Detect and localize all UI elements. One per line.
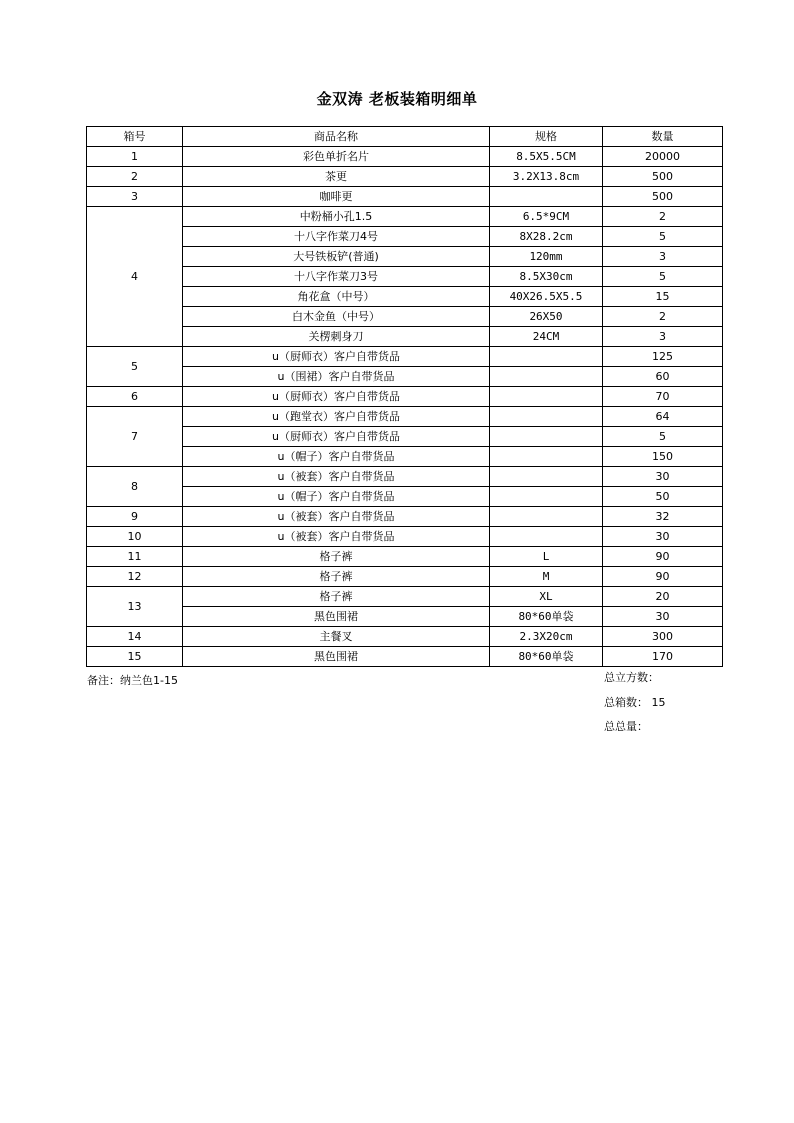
- table-row: [87, 467, 723, 487]
- item-name-cell: 咖啡更: [183, 187, 490, 207]
- table-body: [87, 147, 723, 667]
- table-row: [87, 327, 723, 347]
- table-row: [87, 627, 723, 647]
- table-row: [87, 307, 723, 327]
- item-qty-cell: 5: [603, 427, 723, 447]
- item-spec-cell: 8X28.2cm: [490, 227, 603, 247]
- item-name-cell: 角花盒（中号）: [183, 287, 490, 307]
- item-spec-cell: 80*60单袋: [490, 607, 603, 627]
- item-qty-cell: 300: [603, 627, 723, 647]
- table-row: [87, 207, 723, 227]
- item-qty-cell: 3: [603, 327, 723, 347]
- item-qty-cell: 20: [603, 587, 723, 607]
- item-spec-cell: 24CM: [490, 327, 603, 347]
- item-name-cell: u（被套）客户自带货品: [183, 527, 490, 547]
- item-qty-cell: 20000: [603, 147, 723, 167]
- item-qty-cell: 500: [603, 187, 723, 207]
- item-name-cell: 大号铁板铲(普通): [183, 247, 490, 267]
- item-name-cell: 十八字作菜刀4号: [183, 227, 490, 247]
- item-spec-cell: [490, 367, 603, 387]
- table-row: [87, 187, 723, 207]
- item-qty-cell: 5: [603, 227, 723, 247]
- table-row: [87, 487, 723, 507]
- box-number-cell: 4: [87, 207, 183, 347]
- table-row: [87, 267, 723, 287]
- item-qty-cell: 32: [603, 507, 723, 527]
- item-spec-cell: 40X26.5X5.5: [490, 287, 603, 307]
- item-qty-cell: 50: [603, 487, 723, 507]
- item-qty-cell: 30: [603, 467, 723, 487]
- item-spec-cell: [490, 387, 603, 407]
- item-qty-cell: 30: [603, 527, 723, 547]
- item-spec-cell: XL: [490, 587, 603, 607]
- table-row: [87, 347, 723, 367]
- item-spec-cell: 120mm: [490, 247, 603, 267]
- item-name-cell: 主餐叉: [183, 627, 490, 647]
- item-name-cell: u（厨师衣）客户自带货品: [183, 427, 490, 447]
- item-spec-cell: [490, 187, 603, 207]
- box-number-cell: 6: [87, 387, 183, 407]
- item-name-cell: 格子裤: [183, 587, 490, 607]
- box-number-cell: 5: [87, 347, 183, 387]
- header-name: 商品名称: [183, 127, 490, 147]
- table-row: [87, 227, 723, 247]
- item-qty-cell: 170: [603, 647, 723, 667]
- total-weight-label: 总总量：: [604, 720, 648, 733]
- item-spec-cell: [490, 407, 603, 427]
- table-row: [87, 247, 723, 267]
- item-spec-cell: [490, 427, 603, 447]
- item-qty-cell: 150: [603, 447, 723, 467]
- item-name-cell: u（厨师衣）客户自带货品: [183, 347, 490, 367]
- table-row: [87, 587, 723, 607]
- item-name-cell: 格子裤: [183, 547, 490, 567]
- item-qty-cell: 90: [603, 567, 723, 587]
- box-number-cell: 8: [87, 467, 183, 507]
- packing-table: [86, 126, 723, 667]
- item-qty-cell: 64: [603, 407, 723, 427]
- table-row: [87, 427, 723, 447]
- box-number-cell: 2: [87, 167, 183, 187]
- item-spec-cell: [490, 527, 603, 547]
- item-name-cell: 关楞刺身刀: [183, 327, 490, 347]
- item-spec-cell: 2.3X20cm: [490, 627, 603, 647]
- item-qty-cell: 125: [603, 347, 723, 367]
- box-number-cell: 15: [87, 647, 183, 667]
- item-name-cell: 白木金鱼（中号）: [183, 307, 490, 327]
- item-name-cell: 中粉桶小孔1.5: [183, 207, 490, 227]
- table-row: [87, 547, 723, 567]
- item-qty-cell: 2: [603, 207, 723, 227]
- item-qty-cell: 60: [603, 367, 723, 387]
- header-box: 箱号: [87, 127, 183, 147]
- item-qty-cell: 70: [603, 387, 723, 407]
- item-qty-cell: 15: [603, 287, 723, 307]
- header-spec: 规格: [490, 127, 603, 147]
- table-row: [87, 647, 723, 667]
- item-qty-cell: 500: [603, 167, 723, 187]
- item-spec-cell: [490, 467, 603, 487]
- item-spec-cell: [490, 447, 603, 467]
- item-name-cell: 彩色单折名片: [183, 147, 490, 167]
- table-row: [87, 407, 723, 427]
- item-name-cell: u（跑堂衣）客户自带货品: [183, 407, 490, 427]
- item-name-cell: u（帽子）客户自带货品: [183, 447, 490, 467]
- item-qty-cell: 90: [603, 547, 723, 567]
- table-row: [87, 607, 723, 627]
- table-row: [87, 387, 723, 407]
- header-qty: 数量: [603, 127, 723, 147]
- item-name-cell: u（厨师衣）客户自带货品: [183, 387, 490, 407]
- item-qty-cell: 5: [603, 267, 723, 287]
- box-number-cell: 12: [87, 567, 183, 587]
- table-row: [87, 167, 723, 187]
- item-name-cell: 格子裤: [183, 567, 490, 587]
- box-number-cell: 13: [87, 587, 183, 627]
- table-row: [87, 527, 723, 547]
- item-spec-cell: 8.5X5.5CM: [490, 147, 603, 167]
- table-row: [87, 147, 723, 167]
- box-number-cell: 14: [87, 627, 183, 647]
- item-spec-cell: [490, 507, 603, 527]
- remark-note: 备注：纳兰色1-15: [87, 674, 178, 687]
- item-spec-cell: [490, 347, 603, 367]
- item-spec-cell: 8.5X30cm: [490, 267, 603, 287]
- item-name-cell: 茶更: [183, 167, 490, 187]
- item-spec-cell: 3.2X13.8cm: [490, 167, 603, 187]
- table-row: [87, 287, 723, 307]
- item-qty-cell: 30: [603, 607, 723, 627]
- box-number-cell: 7: [87, 407, 183, 467]
- box-number-cell: 1: [87, 147, 183, 167]
- box-number-cell: 9: [87, 507, 183, 527]
- item-name-cell: 十八字作菜刀3号: [183, 267, 490, 287]
- item-spec-cell: M: [490, 567, 603, 587]
- item-spec-cell: L: [490, 547, 603, 567]
- table-header-row: [87, 127, 723, 147]
- item-name-cell: 黑色围裙: [183, 647, 490, 667]
- item-name-cell: u（围裙）客户自带货品: [183, 367, 490, 387]
- item-name-cell: u（被套）客户自带货品: [183, 467, 490, 487]
- item-spec-cell: 80*60单袋: [490, 647, 603, 667]
- item-spec-cell: 26X50: [490, 307, 603, 327]
- item-qty-cell: 2: [603, 307, 723, 327]
- document-title: 金双涛 老板装箱明细单: [316, 90, 478, 108]
- box-number-cell: 10: [87, 527, 183, 547]
- item-name-cell: u（被套）客户自带货品: [183, 507, 490, 527]
- table-row: [87, 367, 723, 387]
- total-boxes-label: 总箱数： 15: [604, 696, 666, 709]
- box-number-cell: 3: [87, 187, 183, 207]
- item-qty-cell: 3: [603, 247, 723, 267]
- item-spec-cell: 6.5*9CM: [490, 207, 603, 227]
- table-row: [87, 567, 723, 587]
- table-row: [87, 447, 723, 467]
- box-number-cell: 11: [87, 547, 183, 567]
- item-name-cell: u（帽子）客户自带货品: [183, 487, 490, 507]
- item-spec-cell: [490, 487, 603, 507]
- item-name-cell: 黑色围裙: [183, 607, 490, 627]
- table-row: [87, 507, 723, 527]
- total-volume-label: 总立方数：: [604, 671, 659, 684]
